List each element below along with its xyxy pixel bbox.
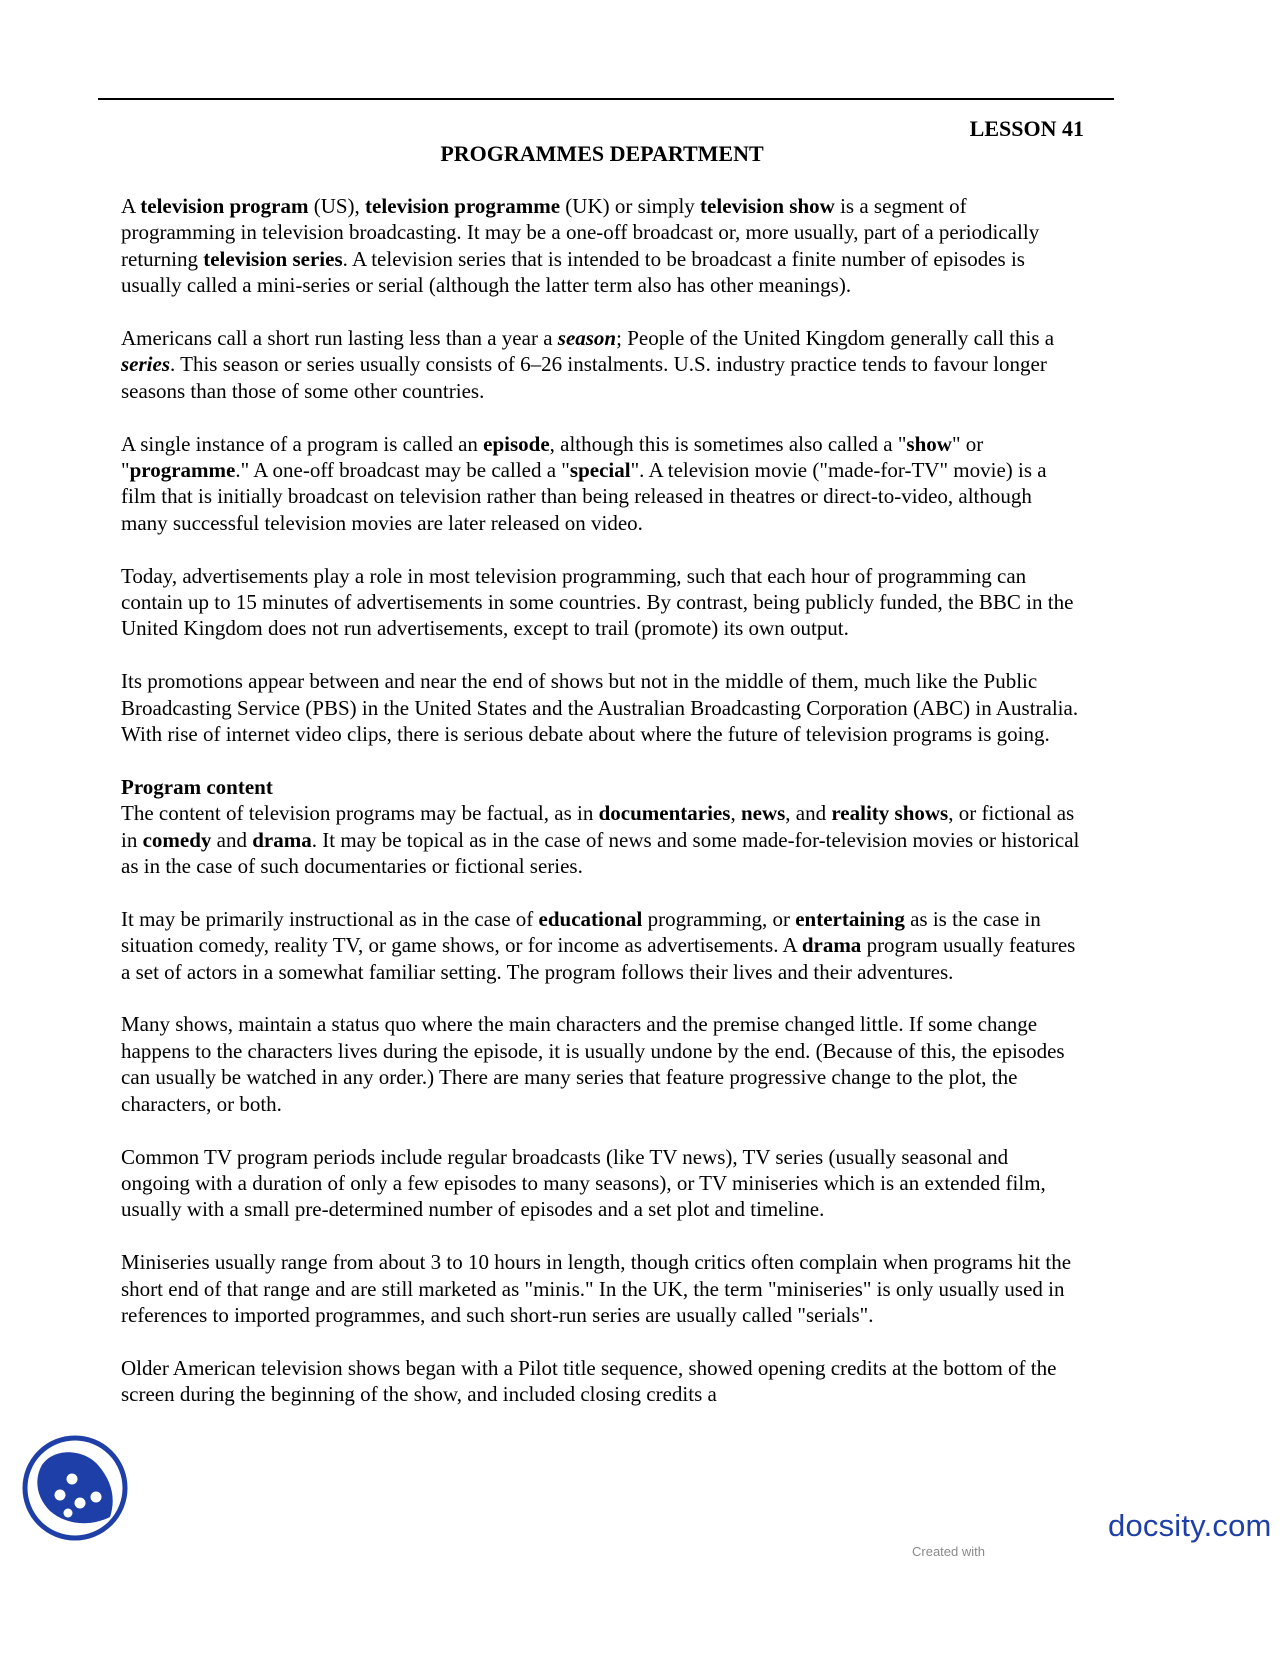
docsity-brand-link[interactable]: docsity.com xyxy=(1108,1508,1272,1543)
paragraph-6: The content of television programs may be factual, as in documentaries, news, and reality shows, or fictional as in comedy and drama. It may be topical as in the case of news and some made-for-television movies or historical as in the case of such documentaries or fictional series. xyxy=(121,801,1080,879)
document-body xyxy=(121,193,1081,1434)
paragraph-8: Many shows, maintain a status quo where the main characters and the premise changed little. If some change happens to the characters lives during the episode, it is usually undone by the end. (Because of this, the episodes can usually be watched in any order.) There are many series that feature progressive change to the plot, the characters, or both. xyxy=(121,1012,1065,1116)
paragraph-7: It may be primarily instructional as in the case of educational programming, or entertaining as is the case in situation comedy, reality TV, or game shows, or for income as advertisements. A drama program usually features a set of actors in a somewhat familiar setting. The program follows their lives and their adventures. xyxy=(121,906,1076,984)
paragraph-3: A single instance of a program is called an episode, although this is sometimes also called a "show" or "programme." A one-off broadcast may be called a "special". A television movie ("made-for-TV" movie) is a film that is initially broadcast on television rather than being released in theatres or direct-to-video, although many successful television movies are later released on video. xyxy=(121,431,1047,535)
docsity-logo-icon[interactable] xyxy=(20,1433,130,1543)
page-title: PROGRAMMES DEPARTMENT xyxy=(440,141,764,166)
paragraph-4: Today, advertisements play a role in most television programming, such that each hour of programming can contain up to 15 minutes of advertisements in some countries. By contrast, being publicly funded, the BBC in the United Kingdom does not run advertisements, except to trail (promote) its own output. xyxy=(121,563,1074,641)
paragraph-9: Common TV program periods include regular broadcasts (like TV news), TV series (usually seasonal and ongoing with a duration of only a few episodes to many seasons), or TV miniseries which is an extended film, usually with a small pre-determined number of episodes and a set plot and timeline. xyxy=(121,1144,1046,1222)
paragraph-11: Older American television shows began with a Pilot title sequence, showed opening credits at the bottom of the screen during the beginning of the show, and included closing credits a xyxy=(121,1355,1057,1407)
paragraph-10: Miniseries usually range from about 3 to 10 hours in length, though critics often complain when programs hit the short end of that range and are still marketed as "minis." In the UK, the term "miniseries" is only usually used in references to imported programmes, and such short-run series are usually called "serials". xyxy=(121,1250,1072,1327)
top-rule xyxy=(98,98,1114,100)
paragraph-5: Its promotions appear between and near the end of shows but not in the middle of them, much like the Public Broadcasting Service (PBS) in the United States and the Australian Broadcasting Corporation (ABC) in Australia. With rise of internet video clips, there is serious debate about where the future of television programs is going. xyxy=(121,669,1079,747)
paragraph-1: A television program (US), television programme (UK) or simply television show is a segment of programming in television broadcasting. It may be a one-off broadcast or, more usually, part of a periodically returning television series. A television series that is intended to be broadcast a finite number of episodes is usually called a mini-series or serial (although the latter term also has other meanings). xyxy=(121,194,1040,298)
section-heading: Program content xyxy=(121,774,273,799)
lesson-number: LESSON 41 xyxy=(969,116,1084,141)
paragraph-2: Americans call a short run lasting less than a year a season; People of the United Kingdom generally call this a series. This season or series usually consists of 6–26 instalments. U.S. industry practice tends to favour longer seasons than those of some other countries. xyxy=(121,326,1055,403)
created-with-label: Created with xyxy=(912,1544,985,1559)
